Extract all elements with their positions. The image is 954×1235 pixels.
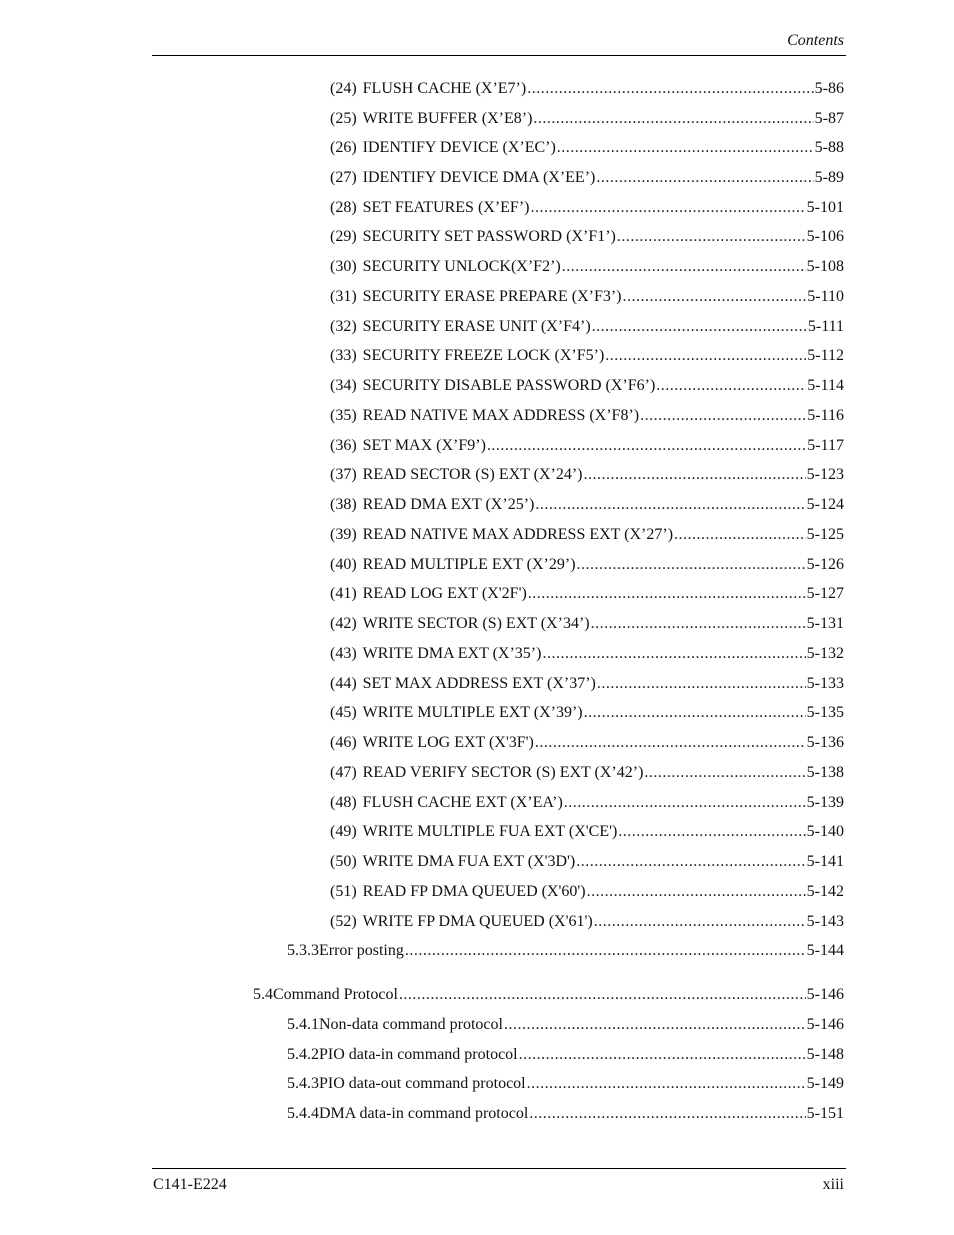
leader-dots [562,257,806,277]
toc-title: WRITE MULTIPLE FUA EXT (X'CE') [362,823,618,840]
toc-page: 5-136 [806,734,844,751]
toc-number: (52) [330,913,357,930]
toc-entry[interactable] [330,614,844,634]
toc-page: 5-123 [806,466,844,483]
leader-dots [577,555,806,575]
leader-dots [605,346,806,366]
leader-dots [587,882,806,902]
leader-dots [557,138,814,158]
toc-page: 5-108 [806,258,844,275]
toc-number: (24) [330,80,357,97]
toc-title: SET MAX (X’F9’) [362,437,486,454]
leader-dots [533,109,813,129]
toc-number: (51) [330,883,357,900]
leader-dots [584,703,806,723]
toc-page: 5-140 [806,823,844,840]
leader-dots [617,227,806,247]
toc-page: 5-110 [807,288,844,305]
toc-page: 5-111 [807,318,844,335]
leader-dots [640,406,806,426]
toc-page: 5-131 [806,615,844,632]
toc-page: 5-124 [806,496,844,513]
leader-dots [596,168,813,188]
toc-number: (31) [330,288,357,305]
toc-entry[interactable] [330,852,844,872]
toc-entry[interactable] [330,763,844,783]
toc-title: WRITE LOG EXT (X'3F') [362,734,534,751]
toc-title: READ NATIVE MAX ADDRESS (X’F8’) [362,407,640,424]
toc-entry[interactable] [330,793,844,813]
document-id: C141-E224 [153,1176,227,1193]
toc-entry[interactable] [330,465,844,485]
toc-number: (37) [330,466,357,483]
toc-title: WRITE MULTIPLE EXT (X’39’) [362,704,583,721]
toc-number: (30) [330,258,357,275]
toc-entry-subsection[interactable] [287,1015,844,1035]
leader-dots [405,941,806,961]
toc-page: 5-106 [806,228,844,245]
toc-title: SET MAX ADDRESS EXT (X’37’) [362,675,596,692]
toc-entry[interactable] [330,912,844,932]
toc-number: (44) [330,675,357,692]
toc-number: (48) [330,794,357,811]
toc-title: READ MULTIPLE EXT (X’29’) [362,556,576,573]
toc-number: (41) [330,585,357,602]
toc-page: 5-126 [806,556,844,573]
leader-dots [576,852,805,872]
toc-page: 5-127 [806,585,844,602]
toc-entry-section[interactable] [253,985,844,1005]
leader-dots [623,287,807,307]
toc-page: 5-117 [807,437,844,454]
toc-title: Command Protocol [273,986,398,1003]
toc-page: 5-144 [806,942,844,959]
toc-number: (39) [330,526,357,543]
running-header: Contents [787,32,844,49]
toc-page: 5-146 [806,986,844,1003]
toc-entry[interactable] [330,644,844,664]
leader-dots [591,614,806,634]
toc-title: WRITE DMA FUA EXT (X'3D') [362,853,576,870]
leader-dots [656,376,806,396]
toc-title: SECURITY UNLOCK(X’F2’) [362,258,561,275]
leader-dots [594,912,806,932]
toc-title: READ FP DMA QUEUED (X'60') [362,883,586,900]
toc-number: (36) [330,437,357,454]
leader-dots [528,584,806,604]
toc-number: (25) [330,110,357,127]
toc-entry[interactable] [330,257,844,277]
toc-number: 5.3.3 [287,942,319,959]
footer-rule [152,1168,846,1169]
toc-page: 5-101 [806,199,844,216]
toc-number: (45) [330,704,357,721]
toc-title: READ VERIFY SECTOR (S) EXT (X’42’) [362,764,644,781]
page-number: xiii [822,1176,844,1193]
toc-entry[interactable] [330,168,844,188]
toc-page: 5-88 [814,139,844,156]
toc-title: Error posting [319,942,404,959]
toc-number: (40) [330,556,357,573]
leader-dots [504,1015,806,1035]
toc-title: SECURITY DISABLE PASSWORD (X’F6’) [362,377,656,394]
toc-page: 5-132 [806,645,844,662]
toc-number: (32) [330,318,357,335]
toc-title: WRITE BUFFER (X’E8’) [362,110,533,127]
leader-dots [527,1074,806,1094]
toc-entry[interactable] [330,733,844,753]
toc-title: SECURITY ERASE PREPARE (X’F3’) [362,288,622,305]
toc-entry[interactable] [330,287,844,307]
leader-dots [644,763,805,783]
toc-title: READ DMA EXT (X’25’) [362,496,535,513]
toc-entry-subsection[interactable] [287,1045,844,1065]
toc-number: (47) [330,764,357,781]
toc-page: 5-86 [814,80,844,97]
leader-dots [399,985,806,1005]
leader-dots [618,822,805,842]
toc-entry[interactable] [330,674,844,694]
toc-page: 5-133 [806,675,844,692]
toc-entry[interactable] [330,584,844,604]
toc-page: 5-89 [814,169,844,186]
toc-number: (28) [330,199,357,216]
leader-dots [487,436,806,456]
leader-dots [584,465,806,485]
toc-entry[interactable] [330,436,844,456]
toc-entry[interactable] [330,822,844,842]
toc-page: 5-116 [807,407,844,424]
toc-page: 5-114 [807,377,844,394]
toc-page: 5-148 [806,1046,844,1063]
toc-title: READ SECTOR (S) EXT (X’24’) [362,466,583,483]
toc-number: (35) [330,407,357,424]
leader-dots [527,79,813,99]
toc-title: WRITE SECTOR (S) EXT (X’34’) [362,615,590,632]
toc-title: IDENTIFY DEVICE (X’EC’) [362,139,556,156]
toc-title: WRITE DMA EXT (X’35’) [362,645,542,662]
toc-title: FLUSH CACHE (X’E7’) [362,80,527,97]
toc-entry[interactable] [330,376,844,396]
leader-dots [530,198,805,218]
toc-title: FLUSH CACHE EXT (X’EA’) [362,794,563,811]
toc-title: PIO data-in command protocol [319,1046,518,1063]
toc-number: (27) [330,169,357,186]
toc-title: DMA data-in command protocol [319,1105,529,1122]
toc-page: 5-125 [806,526,844,543]
leader-dots [592,317,807,337]
toc-number: 5.4.1 [287,1016,319,1033]
leader-dots [542,644,805,664]
toc-entry-subsection[interactable] [287,1074,844,1094]
toc-page: 5-141 [806,853,844,870]
toc-page: 5-149 [806,1075,844,1092]
toc-entry[interactable] [330,703,844,723]
toc-title: SECURITY FREEZE LOCK (X’F5’) [362,347,605,364]
toc-entry[interactable] [330,109,844,129]
leader-dots [564,793,806,813]
toc-title: IDENTIFY DEVICE DMA (X’EE’) [362,169,596,186]
toc-title: Non-data command protocol [319,1016,503,1033]
toc-page: 5-139 [806,794,844,811]
toc-number: (43) [330,645,357,662]
toc-number: (50) [330,853,357,870]
toc-page: 5-142 [806,883,844,900]
toc-title: PIO data-out command protocol [319,1075,526,1092]
toc-number: 5.4 [253,986,273,1003]
toc-title: WRITE FP DMA QUEUED (X'61') [362,913,593,930]
toc-number: (46) [330,734,357,751]
toc-entry[interactable] [330,525,844,545]
toc-number: 5.4.3 [287,1075,319,1092]
toc-entry[interactable] [330,198,844,218]
toc-entry[interactable] [330,79,844,99]
leader-dots [597,674,806,694]
toc-page: 5-112 [807,347,844,364]
header-rule [152,55,846,56]
toc-title: SET FEATURES (X’EF’) [362,199,530,216]
toc-page: 5-87 [814,110,844,127]
toc-page: 5-138 [806,764,844,781]
toc-title: SECURITY ERASE UNIT (X’F4’) [362,318,591,335]
toc-entry[interactable] [330,555,844,575]
toc-entry[interactable] [330,495,844,515]
toc-number: (34) [330,377,357,394]
toc-number: (38) [330,496,357,513]
toc-number: (26) [330,139,357,156]
toc-title: READ NATIVE MAX ADDRESS EXT (X’27’) [362,526,674,543]
toc-entry[interactable] [330,138,844,158]
toc-entry[interactable] [330,227,844,247]
toc-title: SECURITY SET PASSWORD (X’F1’) [362,228,616,245]
toc-page: 5-143 [806,913,844,930]
leader-dots [535,495,805,515]
toc-page: 5-135 [806,704,844,721]
toc-entry[interactable] [330,882,844,902]
toc-number: 5.4.2 [287,1046,319,1063]
toc-page: 5-146 [806,1016,844,1033]
toc-number: 5.4.4 [287,1105,319,1122]
leader-dots [529,1104,805,1124]
toc-number: (29) [330,228,357,245]
toc-entry-subsection[interactable] [287,1104,844,1124]
toc-number: (49) [330,823,357,840]
toc-entry[interactable] [330,346,844,366]
toc-number: (33) [330,347,357,364]
toc-entry[interactable] [330,317,844,337]
toc-number: (42) [330,615,357,632]
toc-entry-subsection[interactable] [287,941,844,961]
leader-dots [535,733,806,753]
leader-dots [674,525,806,545]
toc-title: READ LOG EXT (X'2F') [362,585,527,602]
toc-entry[interactable] [330,406,844,426]
leader-dots [519,1045,806,1065]
toc-page: 5-151 [806,1105,844,1122]
